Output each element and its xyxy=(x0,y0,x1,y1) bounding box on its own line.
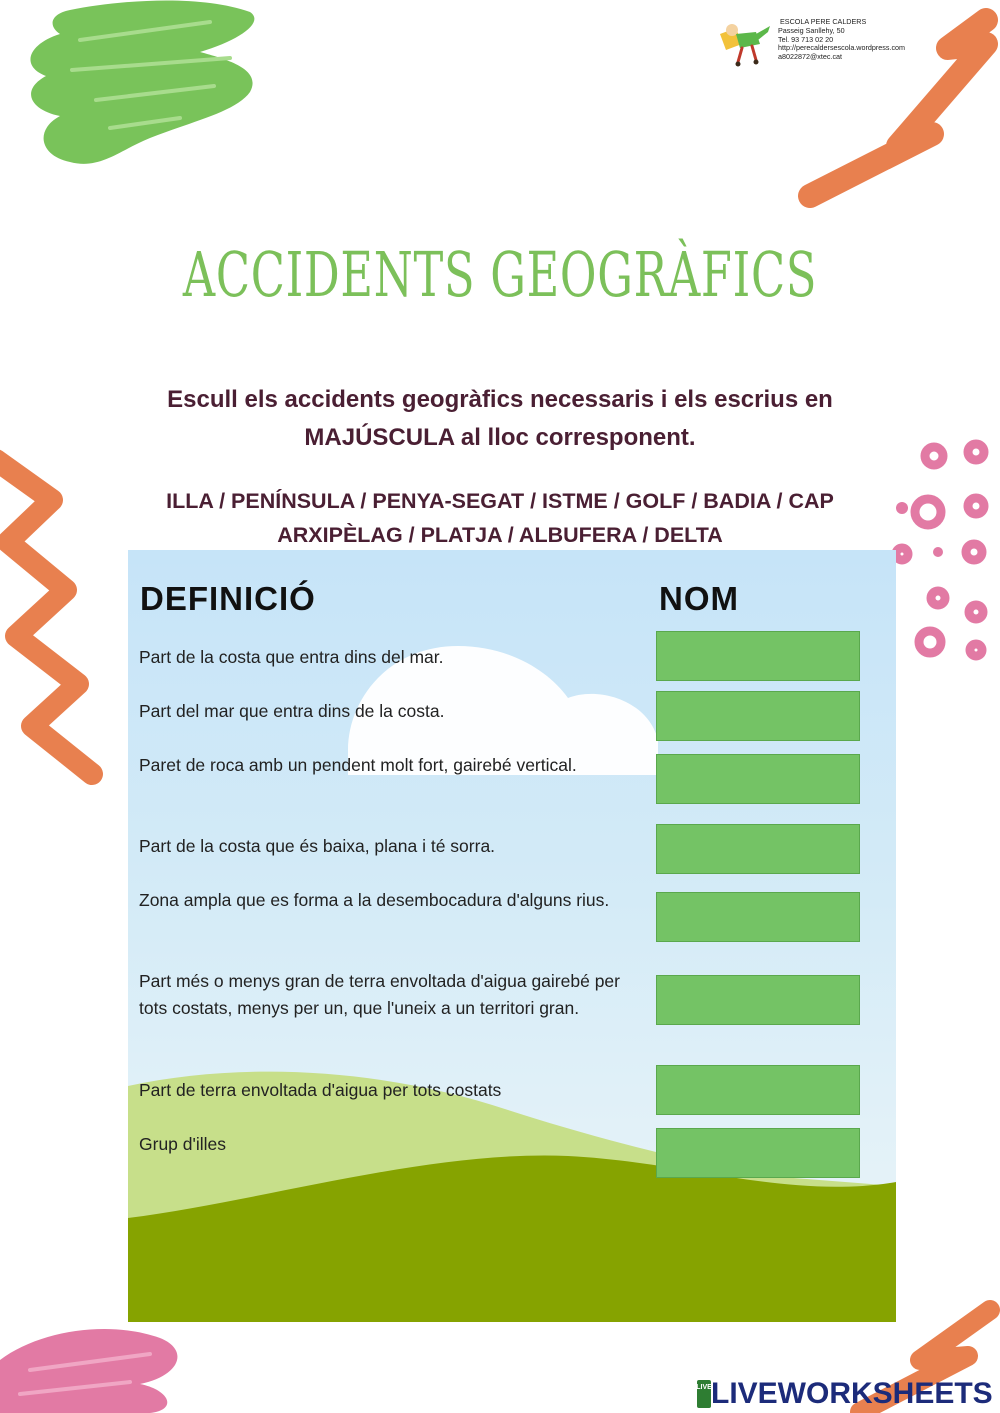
answer-box-3[interactable] xyxy=(656,754,860,804)
school-address: Passeig Sanllehy, 50 xyxy=(778,25,845,35)
definition-3: Paret de roca amb un pendent molt fort, gairebé vertical. xyxy=(139,755,577,775)
instructions xyxy=(100,381,900,457)
school-email: a8022872@xtec.cat xyxy=(778,52,843,62)
definition-7: Part de terra envoltada d'aigua per tots costats xyxy=(139,1080,502,1100)
answer-box-2[interactable] xyxy=(656,691,860,741)
word-bank-line-1: ILLA / PENÍNSULA / PENYA-SEGAT / ISTME / GOLF / BADIA / CAP xyxy=(166,489,834,513)
live-badge-text-1: LIVE xyxy=(696,1384,712,1391)
pink-dots-right xyxy=(880,430,1000,680)
definition-1: Part de la costa que entra dins del mar. xyxy=(139,647,444,667)
school-phone: Tel. 93 713 02 20 xyxy=(778,34,834,44)
definition-header: DEFINICIÓ xyxy=(140,580,316,617)
school-name: ESCOLA PERE CALDERS xyxy=(780,17,867,26)
definition-4: Part de la costa que és baixa, plana i té sorra. xyxy=(139,836,496,856)
word-bank xyxy=(100,484,900,552)
school-mascot-logo xyxy=(716,14,772,66)
answer-box-1[interactable] xyxy=(656,631,860,681)
instructions-line-1: Escull els accidents geogràfics necessaris i els escrius en xyxy=(167,386,833,413)
brand-text: LIVEWORKSHEETS xyxy=(711,1377,993,1410)
answer-box-4[interactable] xyxy=(656,824,860,874)
answer-box-6[interactable] xyxy=(656,975,860,1025)
pink-paint-splash xyxy=(0,1320,200,1413)
definition-5: Zona ampla que es forma a la desembocadura d'alguns rius. xyxy=(139,890,610,910)
school-website: http://perecaldersescola.wordpress.com xyxy=(778,43,906,53)
worksheet-panel xyxy=(128,550,896,1322)
live-badge-icon xyxy=(697,1380,711,1408)
word-bank-line-2: ARXIPÈLAG / PLATJA / ALBUFERA / DELTA xyxy=(277,523,723,547)
green-paint-splash xyxy=(0,0,280,175)
school-contact-info xyxy=(778,18,905,62)
instructions-line-2: MAJÚSCULA al lloc corresponent. xyxy=(304,424,696,451)
liveworksheets-brand[interactable] xyxy=(697,1377,993,1411)
name-header: NOM xyxy=(659,580,739,617)
answer-box-8[interactable] xyxy=(656,1128,860,1178)
definition-6: Part més o menys gran de terra envoltada d'aigua gairebé per tots costats, menys per un, que l'uneix a un territori gran. xyxy=(139,971,620,1018)
page-title: ACCIDENTS GEOGRÀFICS xyxy=(182,238,818,311)
answer-box-5[interactable] xyxy=(656,892,860,942)
definition-8: Grup d'illes xyxy=(139,1134,226,1154)
orange-zigzag-left xyxy=(0,440,110,790)
definition-2: Part del mar que entra dins de la costa. xyxy=(139,701,445,721)
answer-box-7[interactable] xyxy=(656,1065,860,1115)
